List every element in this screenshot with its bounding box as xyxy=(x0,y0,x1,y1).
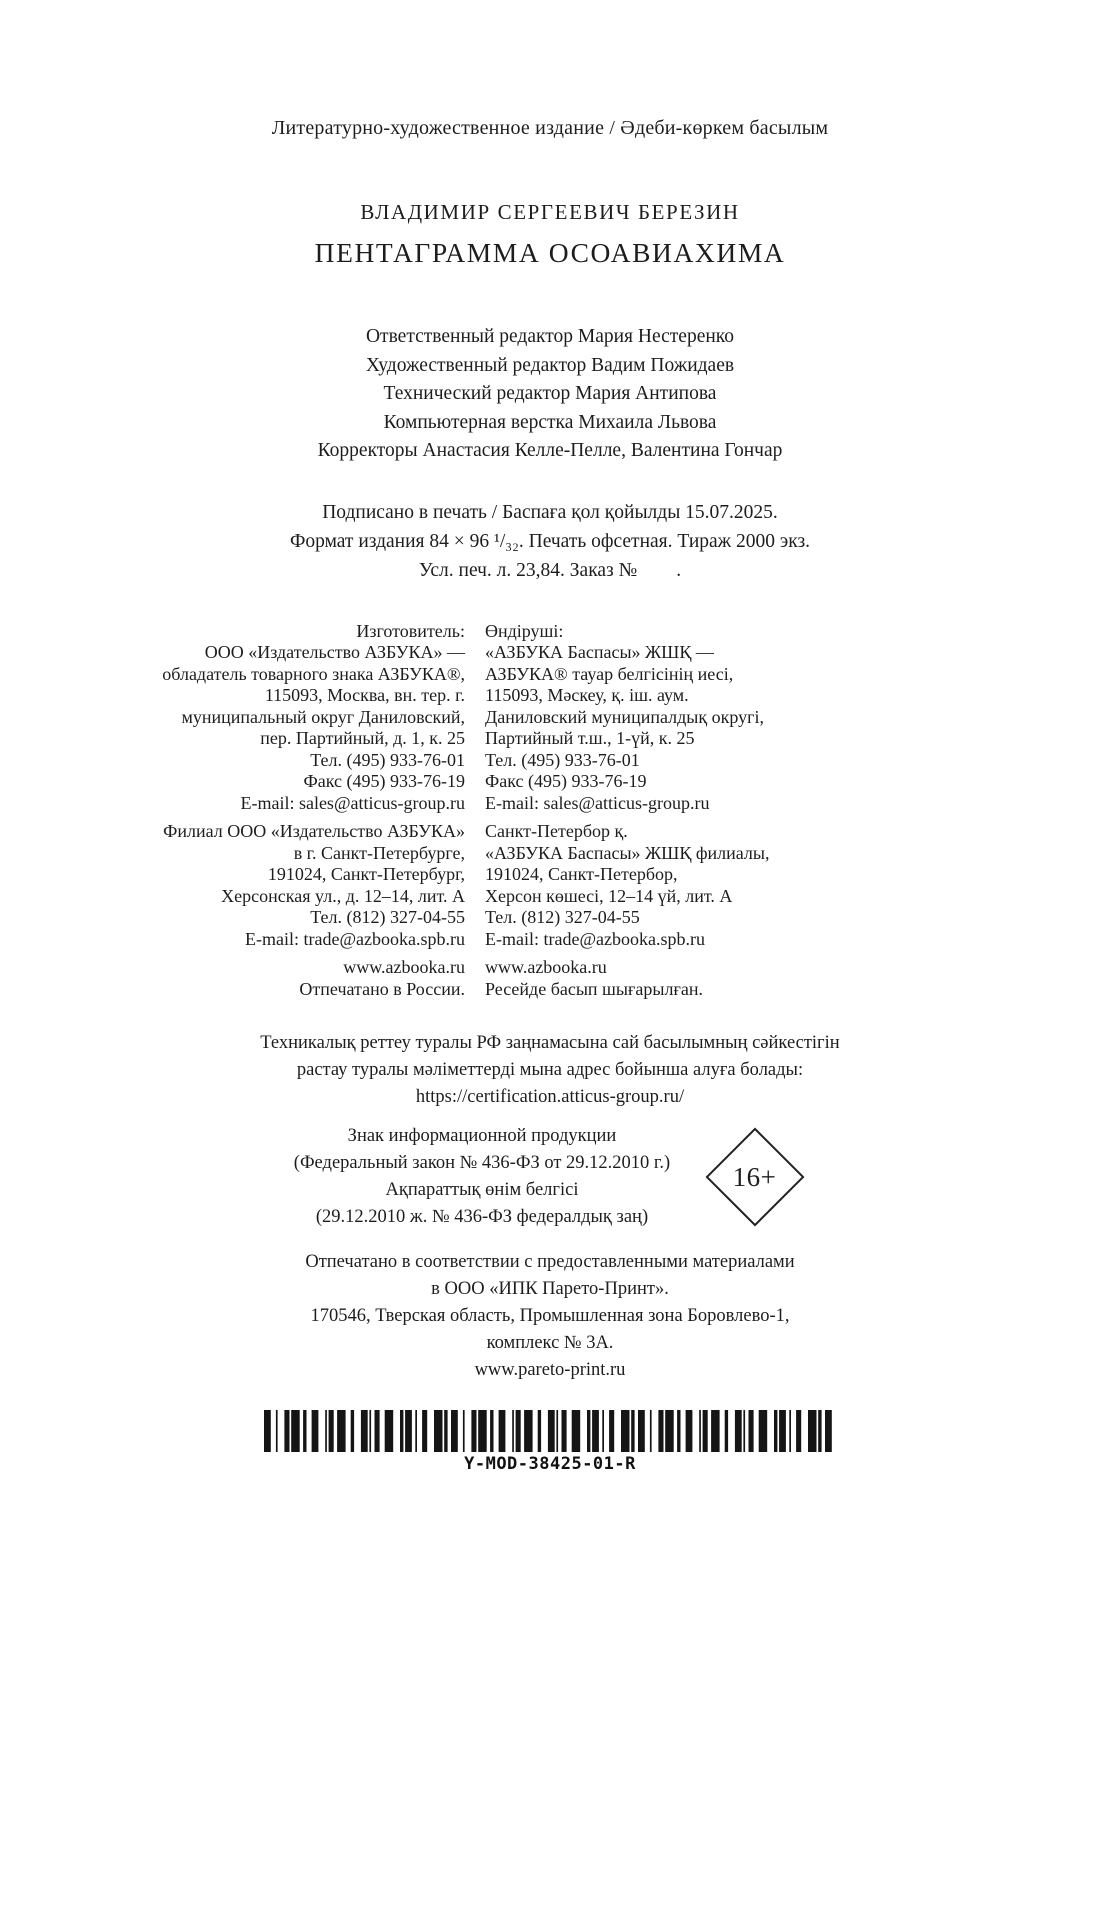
credit-line: Художественный редактор Вадим Пожидаев xyxy=(365,354,735,376)
publisher-columns xyxy=(0,621,1025,1001)
printer-line: 170546, Тверская область, Промышленная зона Боровлево-1, xyxy=(310,1306,790,1326)
print-info-block xyxy=(0,498,1100,585)
book-title: ПЕНТАГРАММА ОСОАВИАХИМА xyxy=(314,237,786,268)
printer-line: Отпечатано в соответствии с предоставленными материалами xyxy=(305,1252,795,1272)
publisher-line: Тел. (495) 933-76-01 xyxy=(310,749,465,770)
certification-line: https://certification.atticus-group.ru/ xyxy=(415,1087,685,1107)
age-mark-line: Знак информационной продукции xyxy=(347,1126,617,1146)
edition-line: Литературно-художественное издание / Әдеби-көркем басылым xyxy=(271,117,829,139)
credits-block xyxy=(0,323,1100,466)
publisher-line: E-mail: sales@atticus-group.ru xyxy=(240,792,465,813)
publisher-line: Санкт-Петербор қ. xyxy=(485,821,628,841)
age-mark-row xyxy=(0,1123,1100,1231)
barcode xyxy=(0,1410,1100,1474)
printer-line: www.pareto-print.ru xyxy=(474,1360,626,1380)
maker-block-ru xyxy=(125,621,465,815)
publisher-line: 115093, Мәскеу, қ. іш. аум. xyxy=(485,685,689,705)
publisher-line: Филиал ООО «Издательство АЗБУКА» xyxy=(163,821,465,841)
barcode-label: Y-MOD-38425-01-R xyxy=(464,1454,636,1474)
age-rating-badge xyxy=(706,1128,805,1227)
publisher-line: 115093, Москва, вн. тер. г. xyxy=(264,685,465,705)
publisher-line: Факс (495) 933-76-19 xyxy=(485,771,647,791)
age-mark-line: (29.12.2010 ж. № 436-ФЗ федералдық заң) xyxy=(315,1207,649,1227)
publisher-line: Херсонская ул., д. 12–14, лит. А xyxy=(221,885,465,906)
branch-block-kz xyxy=(485,821,825,950)
publisher-line: Өндіруші: xyxy=(485,620,564,641)
publisher-column-kazakh xyxy=(485,621,825,1001)
certification-line: Техникалық реттеу туралы РФ заңнамасына сай басылымның сәйкестігін xyxy=(260,1033,840,1053)
publisher-line: «АЗБУКА Баспасы» ЖШҚ — xyxy=(485,642,714,662)
publisher-line: Даниловский муниципалдық округі, xyxy=(485,706,764,727)
publisher-column-russian xyxy=(125,621,465,1001)
publisher-line: www.azbooka.ru xyxy=(485,957,607,977)
publisher-line: 191024, Санкт-Петербург, xyxy=(267,864,465,884)
publisher-line: Отпечатано в России. xyxy=(299,978,465,999)
publisher-line: E-mail: sales@atticus-group.ru xyxy=(485,792,710,813)
branch-block-ru xyxy=(125,821,465,950)
printer-line: комплекс № 3А. xyxy=(486,1333,614,1353)
publisher-line: 191024, Санкт-Петербор, xyxy=(485,864,678,884)
publisher-line: Тел. (812) 327-04-55 xyxy=(310,907,465,927)
credit-line: Компьютерная верстка Михаила Львова xyxy=(383,411,717,433)
publisher-line: пер. Партийный, д. 1, к. 25 xyxy=(260,728,465,748)
publisher-line: Изготовитель: xyxy=(356,620,465,641)
publisher-line: ООО «Издательство АЗБУКА» — xyxy=(204,642,465,662)
age-mark-text xyxy=(294,1123,670,1231)
credit-line: Корректоры Анастасия Келле-Пелле, Валентина Гончар xyxy=(317,440,783,461)
publisher-line: Тел. (812) 327-04-55 xyxy=(485,907,640,927)
publisher-line: обладатель товарного знака АЗБУКА®, xyxy=(162,663,465,684)
publisher-line: E-mail: trade@azbooka.spb.ru xyxy=(485,928,705,949)
printer-line: в ООО «ИПК Парето-Принт». xyxy=(431,1279,669,1299)
author-name: ВЛАДИМИР СЕРГЕЕВИЧ БЕРЕЗИН xyxy=(360,200,740,224)
publisher-line: Ресейде басып шығарылған. xyxy=(485,978,703,999)
credit-line: Ответственный редактор Мария Нестеренко xyxy=(365,326,735,347)
age-rating-value: 16+ xyxy=(733,1161,778,1192)
footer-block-ru xyxy=(125,957,465,1000)
credit-line: Технический редактор Мария Антипова xyxy=(383,383,717,404)
publisher-line: E-mail: trade@azbooka.spb.ru xyxy=(245,928,465,949)
publisher-line: «АЗБУКА Баспасы» ЖШҚ филиалы, xyxy=(485,842,770,863)
footer-block-kz xyxy=(485,957,825,1000)
publisher-line: Херсон көшесі, 12–14 үй, лит. А xyxy=(485,885,733,906)
publisher-line: АЗБУКА® тауар белгісінің иесі, xyxy=(485,663,734,684)
print-info-line: Усл. печ. л. 23,84. Заказ № . xyxy=(418,559,682,581)
print-info-line: Формат издания 84 × 96 ¹/₃₂. Печать офсетная. Тираж 2000 экз. xyxy=(289,530,811,552)
publisher-line: Тел. (495) 933-76-01 xyxy=(485,749,640,770)
publisher-line: Партийный т.ш., 1-үй, к. 25 xyxy=(485,728,695,748)
publisher-line: Факс (495) 933-76-19 xyxy=(303,771,465,791)
barcode-svg xyxy=(264,1410,836,1452)
printer-block xyxy=(0,1249,1100,1384)
publisher-line: в г. Санкт-Петербурге, xyxy=(293,842,465,863)
certification-line: растау туралы мәліметтерді мына адрес бойынша алуға болады: xyxy=(296,1060,804,1080)
age-mark-line: Ақпараттық өнім белгісі xyxy=(385,1180,579,1200)
publisher-line: www.azbooka.ru xyxy=(343,957,465,977)
publisher-line: муниципальный округ Даниловский, xyxy=(181,706,465,727)
certification-block xyxy=(0,1030,1100,1111)
print-info-line: Подписано в печать / Баспаға қол қойылды 15.07.2025. xyxy=(322,501,778,523)
age-mark-line: (Федеральный закон № 436-ФЗ от 29.12.2010 г.) xyxy=(293,1153,671,1173)
maker-block-kz xyxy=(485,621,825,815)
